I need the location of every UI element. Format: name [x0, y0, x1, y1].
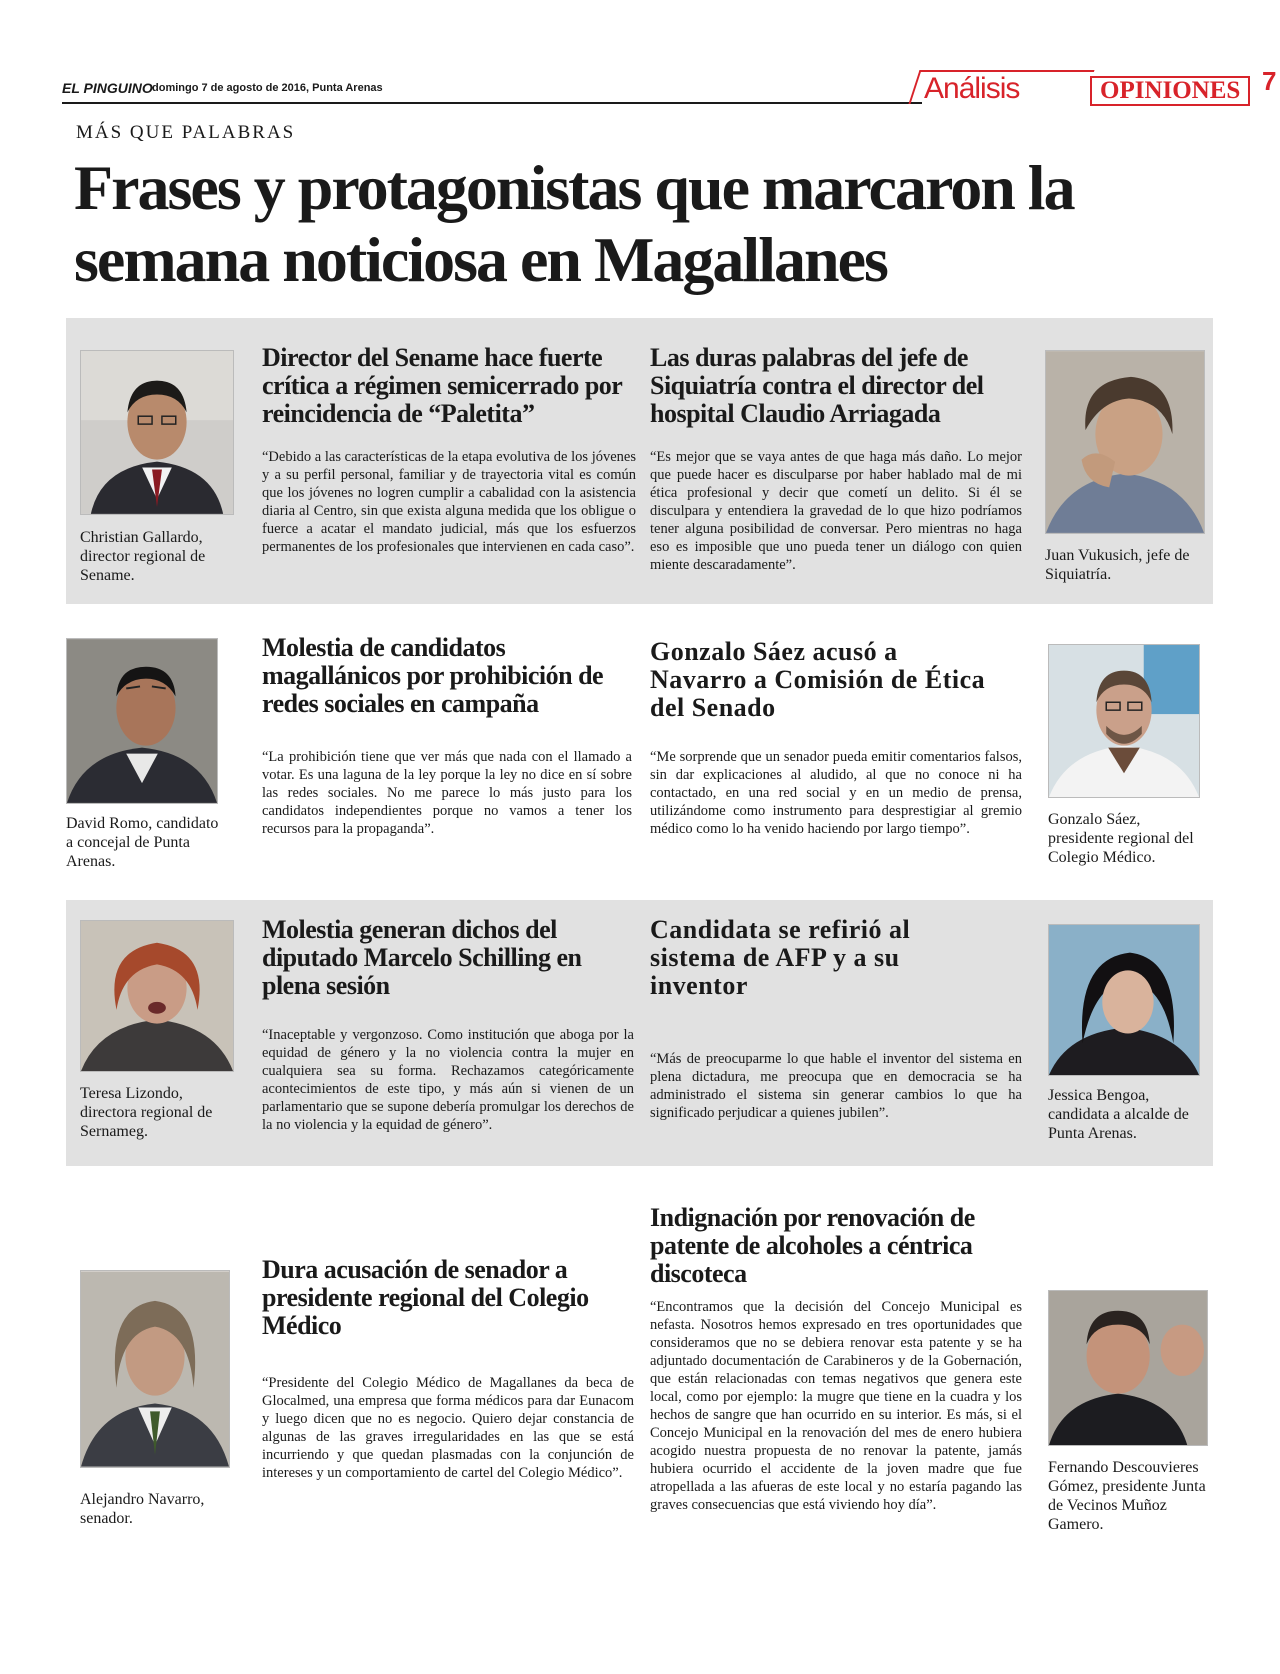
masthead [62, 66, 1277, 106]
story-title-acusacion-senador: Dura acusación de senador a presidente regional del Colegio Médico [262, 1255, 589, 1340]
photo-fernando-descouvieres [1048, 1290, 1208, 1446]
portrait-icon [67, 639, 217, 803]
story-quote-schilling: “Inaceptable y vergonzoso. Como institución que aboga por la equidad de género y la no violencia contra la mujer en cualquiera sea su forma. Rechazamos categóricamente acontecimientos de este tipo, y más aún si vienen de un parlamentario que se supone debería promulgar los derechos de la no violencia y la equidad de género”. [262, 1027, 634, 1133]
portrait-icon [1049, 1291, 1207, 1445]
caption-christian-gallardo: Christian Gallardo, director regional de Sename. [80, 529, 206, 584]
story-quote-comision-etica: “Me sorprende que un senador pueda emitir comentarios falsos, sin dar explicaciones al aludido, al que no conoce ni ha contactado, en una red social y en un medio de prensa, utilizándome como instrumento para desprestigiar al gremio médico como lo ha venido haciendo por largo tiempo”. [650, 749, 1022, 837]
story-quote-afp: “Más de preocuparme lo que hable el inventor del sistema en plena dictadura, me preocupa que en democracia se ha administrado el sistema sin generar cambios lo que ha significado perjudicar a quienes jubilen”. [650, 1051, 1022, 1121]
section-opiniones: OPINIONES [1090, 76, 1250, 106]
story-quote-sename: “Debido a las características de la etapa evolutiva de los jóvenes y a su perfil personal, familiar y de trayectoria vital es común que los jóvenes no logren cumplir a cabalidad con la asistencia diaria al Centro, sin que exista alguna medida que los obligue o fuerce a acatar el mandato judicial, más que los esfuerzos permanentes de los profesionales que intervienen en cada caso”. [262, 449, 636, 555]
caption-alejandro-navarro: Alejandro Navarro, senador. [80, 1491, 205, 1527]
story-quote-patente-alcoholes: “Encontramos que la decisión del Concejo Municipal es nefasta. Nosotros hemos expresado en tres oportunidades que consideramos que no se debiera renovar esta patente y se ha adjuntado documentación de Carabineros y de la Gobernación, que están relacionadas con temas negativos que genera este local, como por ejemplo: la mugre que tiene en la cuadra y los hechos de sangre que han ocurrido en su interior. Es más, si el Concejo Municipal en la renovación del mes de enero hubiera acogido nuestra propuesta de no renovar la patente, jamás hubiera ocurrido el accidente de la joven madre que fue atropellada a las afueras de este local y no estaría pagando las graves consecuencias que está viviendo hoy día”. [650, 1299, 1022, 1513]
story-quote-siquiatria: “Es mejor que se vaya antes de que haga más daño. Lo mejor que puede hacer es disculparse por haber hablado mal de mi ética profesional y decir que cometí un delito. Si él se disculpara y entendiera la gravedad de lo que hizo podríamos tener alguna posibilidad de conversar. Pero mientras no haga eso es imposible que uno pueda tener un diálogo con quien miente descaradamente”. [650, 449, 1022, 573]
page-number: 7 [1262, 66, 1277, 96]
newspaper-brand: EL PINGUINO [62, 80, 153, 96]
photo-christian-gallardo [80, 350, 234, 515]
story-quote-acusacion-senador: “Presidente del Colegio Médico de Magallanes da beca de Glocalmed, una empresa que forma médicos para dar Eunacom y luego dicen que no es negocio. Quiero dejar constancia de algunas de las graves irregularidades en las que se está incurriendo y que quedan plasmadas con la conjunción de intereses y un comportamiento de cartel del Colegio Médico”. [262, 1375, 634, 1481]
portrait-icon [1049, 645, 1199, 797]
portrait-icon [1049, 925, 1199, 1075]
caption-gonzalo-saez: Gonzalo Sáez, presidente regional del Colegio Médico. [1048, 811, 1194, 866]
story-title-siquiatria: Las duras palabras del jefe de Siquiatría contra el director del hospital Claudio Arriagada [650, 343, 984, 428]
story-title-redes-sociales: Molestia de candidatos magallánicos por prohibición de redes sociales en campaña [262, 633, 604, 718]
photo-alejandro-navarro [80, 1270, 230, 1468]
story-title-sename: Director del Sename hace fuerte crítica a régimen semicerrado por reincidencia de “Paletita” [262, 343, 622, 428]
issue-date: domingo 7 de agosto de 2016, Punta Arenas [152, 82, 383, 94]
photo-jessica-bengoa [1048, 924, 1200, 1076]
story-quote-redes-sociales: “La prohibición tiene que ver más que nada con el llamado a votar. Es una laguna de la ley porque la ley no dice en sí sobre las redes sociales. No me parece lo más justo para los candidatos independientes porque no vamos a tener los recursos para la propaganda”. [262, 749, 632, 837]
caption-fernando-descouvieres: Fernando Descouvieres Gómez, presidente Junta de Vecinos Muñoz Gamero. [1048, 1459, 1206, 1533]
story-title-comision-etica: Gonzalo Sáez acusó a Navarro a Comisión de Ética del Senado [650, 637, 986, 722]
portrait-icon [1046, 351, 1204, 533]
caption-teresa-lizondo: Teresa Lizondo, directora regional de Sernameg. [80, 1085, 213, 1140]
kicker: MÁS QUE PALABRAS [76, 122, 296, 143]
photo-gonzalo-saez [1048, 644, 1200, 798]
caption-jessica-bengoa: Jessica Bengoa, candidata a alcalde de Punta Arenas. [1048, 1087, 1189, 1142]
portrait-icon [81, 921, 233, 1071]
story-title-schilling: Molestia generan dichos del diputado Marcelo Schilling en plena sesión [262, 915, 582, 1000]
portrait-icon [81, 351, 233, 514]
photo-teresa-lizondo [80, 920, 234, 1072]
story-title-patente-alcoholes: Indignación por renovación de patente de alcoholes a céntrica discoteca [650, 1203, 975, 1288]
section-analisis: Análisis [924, 72, 1020, 105]
story-band-4 [66, 1166, 1213, 1546]
photo-david-romo [66, 638, 218, 804]
story-title-afp: Candidata se refirió al sistema de AFP y a su inventor [650, 915, 911, 1000]
portrait-icon [81, 1271, 229, 1467]
caption-juan-vukusich: Juan Vukusich, jefe de Siquiatría. [1045, 547, 1190, 583]
caption-david-romo: David Romo, candidato a concejal de Punta Arenas. [66, 815, 219, 870]
page-headline: Frases y protagonistas que marcaron la semana noticiosa en Magallanes [74, 152, 1074, 295]
photo-juan-vukusich [1045, 350, 1205, 534]
masthead-rule [62, 102, 922, 104]
